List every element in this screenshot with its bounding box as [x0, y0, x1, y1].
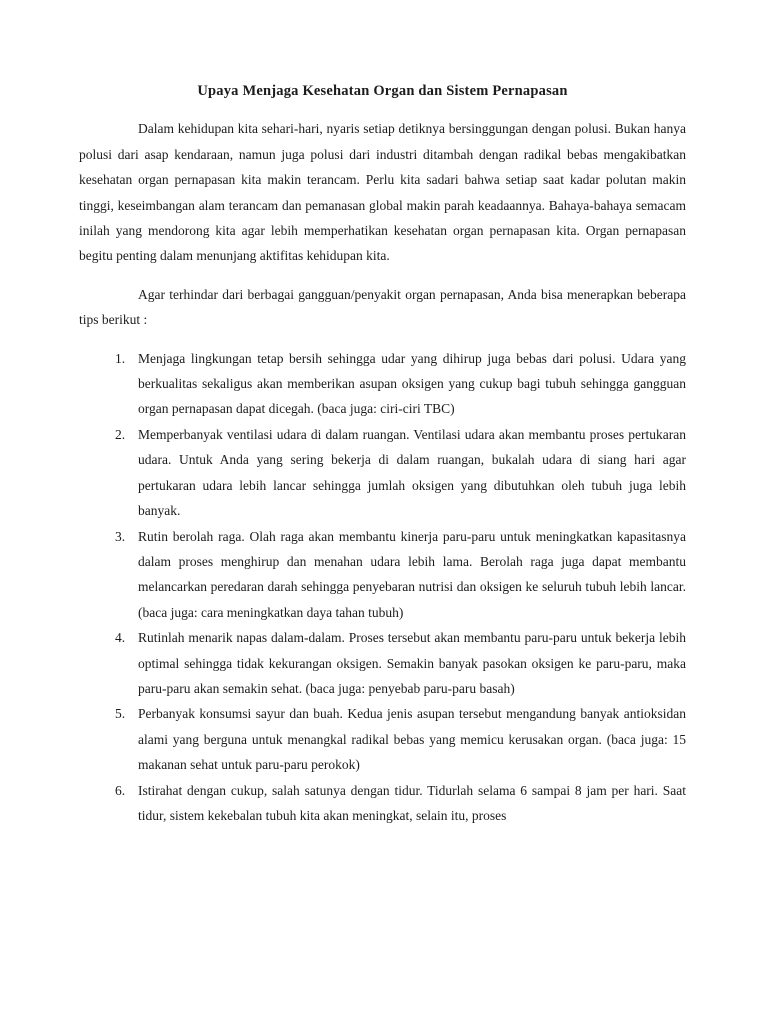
list-item	[79, 346, 686, 422]
list-item	[79, 625, 686, 701]
list-item-number: 5.	[115, 706, 126, 722]
document-title: Upaya Menjaga Kesehatan Organ dan Sistem Pernapasan	[197, 83, 568, 99]
list-item-number: 2.	[115, 426, 126, 442]
list-item-number: 1.	[115, 350, 126, 366]
list-item-text: Menjaga lingkungan tetap bersih sehingga udar yang dihirup juga bebas dari polusi. Udara yang berkualitas sekaligus akan memberikan asupan oksigen yang cukup bagi tubuh sehingga gangguan organ pernapasan dapat dicegah. (baca juga: ciri-ciri TBC)	[138, 350, 686, 417]
list-item-text: Rutin berolah raga. Olah raga akan membantu kinerja paru-paru untuk meningkatkan kapasitasnya dalam proses menghirup dan menahan udara lebih lama. Berolah raga juga dapat membantu melancarkan peredaran darah sehingga penyebaran nutrisi dan oksigen ke seluruh tubuh lebih lancar. (baca juga: cara meningkatkan daya tahan tubuh)	[138, 528, 686, 620]
list-item-text: Memperbanyak ventilasi udara di dalam ruangan. Ventilasi udara akan membantu proses pertukaran udara. Untuk Anda yang sering bekerja di dalam ruangan, bukalah udara di siang hari agar pertukaran udara lebih lancar sehingga jumlah oksigen yang dibutuhkan oleh tubuh juga lebih banyak.	[138, 426, 686, 519]
list-item	[79, 422, 686, 524]
list-item	[79, 778, 686, 829]
list-item-number: 3.	[115, 528, 126, 544]
list-item-number: 4.	[115, 630, 126, 646]
tips-lead-paragraph: Agar terhindar dari berbagai gangguan/penyakit organ pernapasan, Anda bisa menerapkan beberapa tips berikut :	[79, 286, 686, 328]
list-item-text: Rutinlah menarik napas dalam-dalam. Proses tersebut akan membantu paru-paru untuk bekerja lebih optimal sehingga tidak kekurangan oksigen. Semakin banyak pasokan oksigen ke paru-paru, maka paru-paru akan semakin sehat. (baca juga: penyebab paru-paru basah)	[138, 630, 686, 696]
list-item-text: Istirahat dengan cukup, salah satunya dengan tidur. Tidurlah selama 6 sampai 8 jam per hari. Saat tidur, sistem kekebalan tubuh kita akan meningkat, selain itu, proses	[138, 782, 686, 823]
intro-paragraph: Dalam kehidupan kita sehari-hari, nyaris setiap detiknya bersinggungan dengan polusi. Bukan hanya polusi dari asap kendaraan, namun juga polusi dari industri ditambah dengan radikal bebas mengakibatkan kesehatan organ pernapasan kita makin terancam. Perlu kita sadari bahwa setiap saat kadar polutan makin tinggi, keseimbangan alam terancam dan pemanasan global makin parah keadaannya. Bahaya-bahaya semacam inilah yang mendorong kita agar lebih memperhatikan kesehatan organ pernapasan kita. Organ pernapasan begitu penting dalam menunjang aktifitas kehidupan kita.	[79, 121, 686, 264]
tips-list	[79, 346, 686, 829]
list-item-text: Perbanyak konsumsi sayur dan buah. Kedua jenis asupan tersebut mengandung banyak antioksidan alami yang berguna untuk menangkal radikal bebas yang memicu kerusakan organ. (baca juga: 15 makanan sehat untuk paru-paru perokok)	[138, 706, 686, 773]
list-item	[79, 524, 686, 626]
list-item-number: 6.	[115, 782, 126, 798]
list-item	[79, 701, 686, 777]
